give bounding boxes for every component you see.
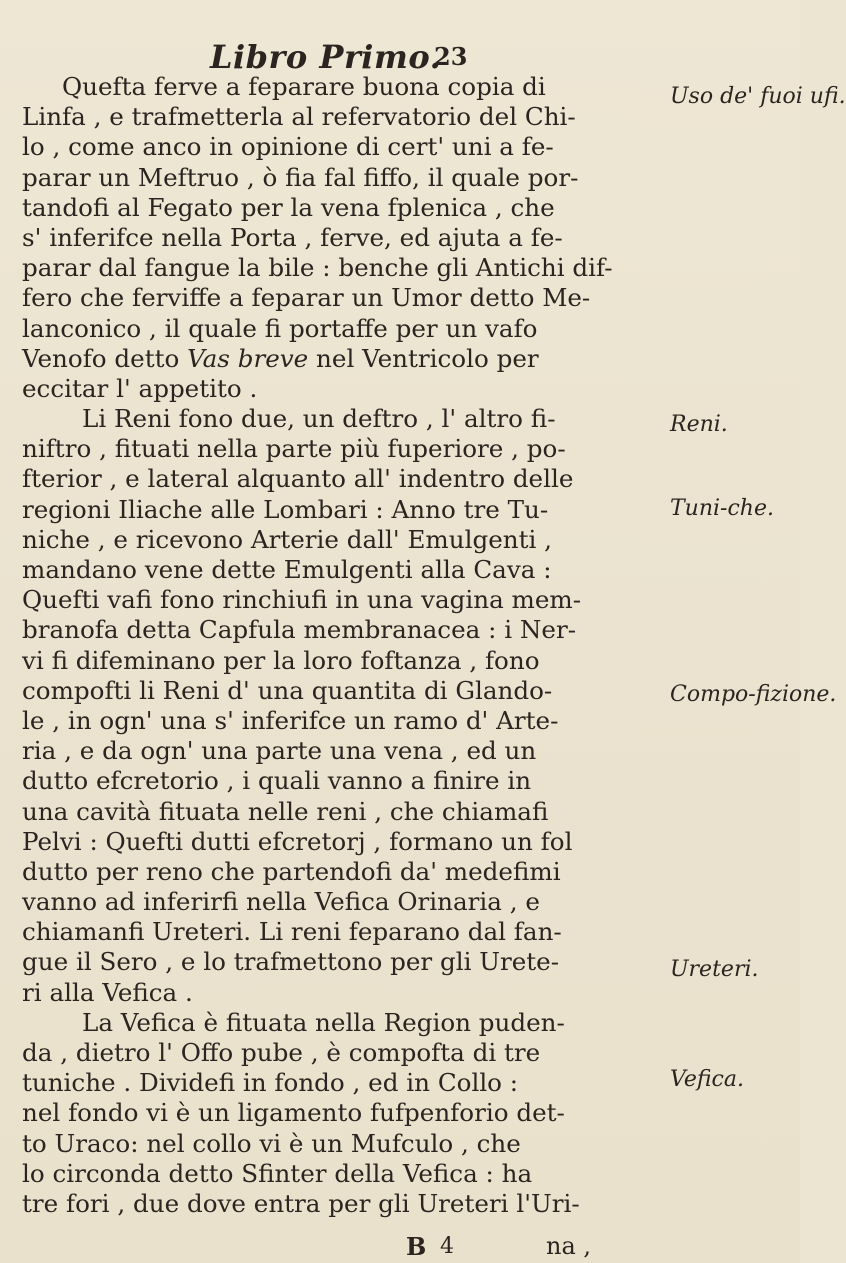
text-line: Quefta ferve a feparare buona copia di <box>62 72 546 101</box>
text-line: tandofi al Fegato per la vena fplenica , che <box>22 192 555 222</box>
text-line: ri alla Vefica . <box>22 977 193 1007</box>
text-line: to Uraco: nel collo vi è un Mufculo , che <box>22 1128 521 1158</box>
text-segment: Venofo detto <box>22 343 188 373</box>
text-line: vi fi difeminano per la loro foftanza , fono <box>22 645 540 675</box>
text-line: La Vefica è fituata nella Region puden- <box>82 1007 565 1037</box>
text-line: Linfa , e trafmetterla al refervatorio del Chi- <box>22 102 576 132</box>
text-line: lanconico , il quale fi portaffe per un vafo <box>22 313 538 343</box>
page-number: 23 <box>434 42 468 71</box>
text-line: niche , e ricevono Arterie dall' Emulgenti , <box>22 524 552 554</box>
text-line: una cavità fituata nelle reni , che chiamafi <box>22 796 549 826</box>
text-line: dutto per reno che partendofi da' medefimi <box>22 856 561 886</box>
text-line: eccitar l' appetito . <box>22 373 258 403</box>
text-line: niftro , fituati nella parte più fuperiore , po- <box>22 434 566 464</box>
signature-mark: B <box>406 1232 427 1261</box>
text-line: tuniche . Dividefi in fondo , ed in Collo : <box>22 1068 519 1098</box>
margin-note: Compo-fizione. <box>670 682 837 707</box>
text-line: s' inferifce nella Porta , ferve, ed ajuta a fe- <box>22 222 563 252</box>
text-line: fterior , e lateral alquanto all' indentro delle <box>22 464 574 494</box>
running-head: Libro Primo. <box>210 38 442 76</box>
text-line: gue il Sero , e lo trafmettono per gli Urete- <box>22 947 560 977</box>
margin-note: Tuni-che. <box>670 496 774 521</box>
text-line: le , in ogn' una s' inferifce un ramo d' Arte- <box>22 705 559 735</box>
margin-note: Uso de' fuoi ufi. <box>670 84 846 109</box>
text-line: vanno ad inferirfi nella Vefica Orinaria , e <box>22 887 540 917</box>
signature-number: 4 <box>440 1234 454 1259</box>
text-line: mandano vene dette Emulgenti alla Cava : <box>22 555 552 584</box>
margin-note: Vefica. <box>670 1067 744 1092</box>
margin-note: Reni. <box>670 412 728 437</box>
text-line: Pelvi : Quefti dutti efcretorj , formano un fol <box>22 826 573 856</box>
text-line: chiamanfi Ureteri. Li reni feparano dal fan- <box>22 917 562 947</box>
text-line: tre fori , due dove entra per gli Ureteri l'Uri- <box>22 1188 580 1218</box>
margin-note: Ureteri. <box>670 957 759 982</box>
italic-term: Vas breve <box>187 343 309 373</box>
text-line: parar dal fangue la bile : benche gli Antichi dif- <box>22 253 613 283</box>
text-line: lo circonda detto Sfinter della Vefica : ha <box>22 1158 533 1188</box>
text-line: Li Reni fono due, un deftro , l' altro fi- <box>82 404 556 434</box>
text-line: fero che ferviffe a feparar un Umor detto Me- <box>22 283 591 313</box>
text-line: compofti li Reni d' una quantita di Glando- <box>22 675 553 705</box>
text-line: regioni Iliache alle Lombari : Anno tre Tu- <box>22 494 549 524</box>
text-line: branofa detta Capfula membranacea : i Ner- <box>22 615 577 645</box>
text-line: nel fondo vi è un ligamento fufpenforio det- <box>22 1098 565 1128</box>
page-footer <box>0 1232 800 1263</box>
text-line: dutto efcretorio , i quali vanno a finire in <box>22 766 532 796</box>
body-text <box>22 72 672 1219</box>
text-line: da , dietro l' Offo pube , è compofta di tre <box>22 1038 541 1067</box>
text-line: lo , come anco in opinione di cert' uni a fe- <box>22 132 554 162</box>
page-header <box>0 0 800 76</box>
text-line: ria , e da ogn' una parte una vena , ed un <box>22 736 537 766</box>
text-line: parar un Meftruo , ò fia fal fiffo, il quale por- <box>22 162 579 192</box>
text-line: Quefti vafi fono rinchiufi in una vagina mem- <box>22 585 582 615</box>
catchword: na , <box>546 1232 592 1260</box>
text-line <box>22 344 672 374</box>
text-segment: nel Ventricolo per <box>308 343 539 373</box>
